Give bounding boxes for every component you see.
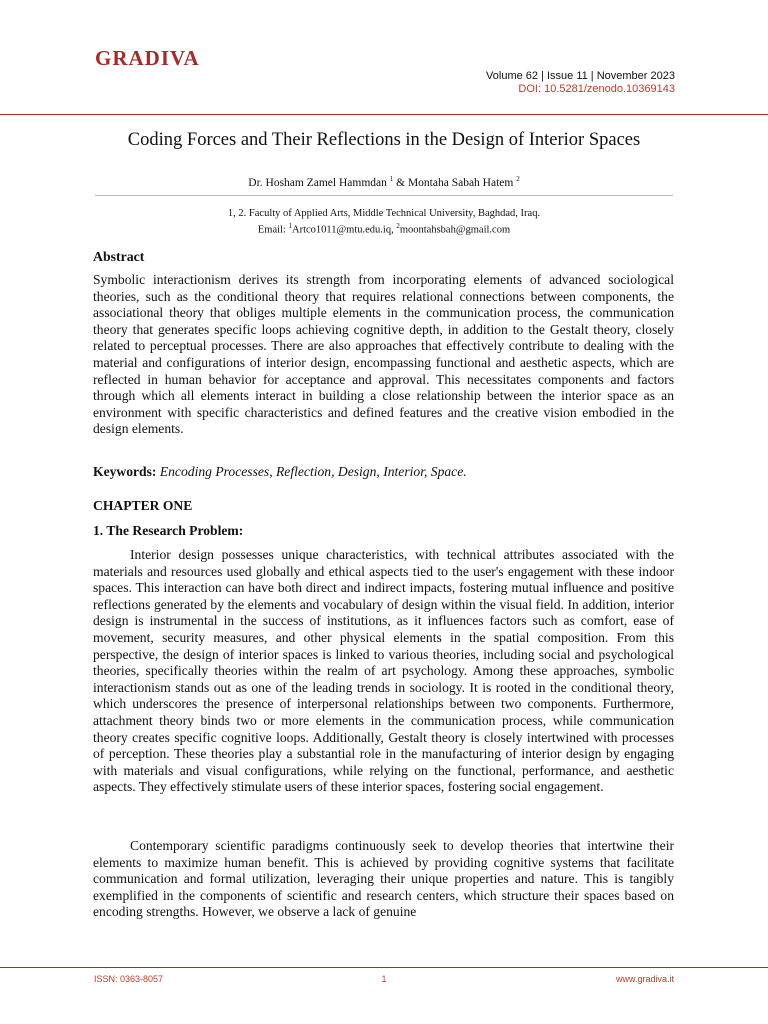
issue-metadata xyxy=(486,70,675,96)
body-paragraph: Contemporary scientific paradigms continuously seek to develop theories that intertwine their elements to maximize human benefit. This is achieved by providing cognitive systems that facilitate communication and formal utilization, leveraging their unique properties and nature. This is tangibly exemplified in the components of scientific and research centers, which structure their spaces based on encoding strengths. However, we observe a lack of genuine xyxy=(93,838,674,920)
chapter-heading: CHAPTER ONE xyxy=(93,498,193,513)
footer-website-link[interactable]: www.gradiva.it xyxy=(615,974,674,984)
article-title: Coding Forces and Their Reflections in the Design of Interior Spaces xyxy=(127,130,641,150)
affiliation-text: 1, 2. Faculty of Applied Arts, Middle Technical University, Baghdad, Iraq. xyxy=(227,208,541,219)
author-affiliation-marker: 2 xyxy=(516,175,520,183)
section-heading: 1. The Research Problem: xyxy=(93,523,244,538)
author-line xyxy=(0,175,768,189)
author-name: Dr. Hosham Zamel Hammdan xyxy=(248,176,387,189)
footer-divider xyxy=(0,967,768,968)
keywords-label: Keywords: xyxy=(93,464,157,479)
email-marker: 2 xyxy=(396,222,400,230)
email-line xyxy=(0,220,768,237)
abstract-text: Symbolic interactionism derives its strength from incorporating elements of advanced sociological theories, such as the conditional theory that requires relational connections between components, the associational theory that obliges multiple elements in the communication process, the communication theory that generates specific loops achieving cognitive depth, in addition to the Gestalt theory, closely related to perceptual processes. There are also approaches that effectively contribute to dealing with the material and configurations of interior design, encompassing functional and aesthetic aspects, which are reflected in human behavior for acceptance and approval. This necessitates components and factors through which all elements interact in building a close relationship between the interior space as an environment with specific characteristics and defined features and the creative vision embodied in the design elements. xyxy=(93,272,674,437)
author-affiliation-marker: 1 xyxy=(389,175,394,183)
body-paragraph: Interior design possesses unique characteristics, with technical attributes associated with the materials and resources used globally and ethical aspects tied to the user's engagement with these indoor spaces. This interaction can have both direct and indirect impacts, fostering mutual influence and positive reflections generated by the elements and vocabulary of design within the visual field. In addition, interior design is instrumental in the success of institutions, as it influences factors such as comfort, ease of movement, security measures, and other physical elements in the spatial composition. From this perspective, the design of interior spaces is linked to various theories, including social and psychological theories, specifically theories within the realm of art psychology. Among these approaches, symbolic interactionism stands out as one of the leading trends in sociology. It is rooted in the conditional theory, which underscores the presence of interpersonal relationships between two components. Furthermore, attachment theory binds two or more elements in the communication process, while communication theory creates specific cognitive loops. Additionally, Gestalt theory is closely intertwined with processes of perception. These theories play a substantial role in the manufacturing of interior design by engaging with materials and visual configurations, while relying on the functional, performance, and aesthetic aspects. They effectively stimulate users of these interior spaces, fostering social engagement. xyxy=(93,547,674,795)
author-name: Montaha Sabah Hatem xyxy=(407,176,514,189)
email-label: Email: xyxy=(257,224,289,236)
email-address[interactable]: Artco1011@mtu.edu.iq, xyxy=(291,224,397,236)
header-divider xyxy=(0,114,768,115)
email-marker: 1 xyxy=(288,222,292,230)
author-joiner: & xyxy=(393,176,408,189)
affiliation-block xyxy=(0,207,768,237)
author-divider xyxy=(95,195,673,196)
keywords-line xyxy=(93,464,674,481)
keywords-value: Encoding Processes, Reflection, Design, Interior, Space. xyxy=(156,464,467,479)
email-address[interactable]: moontahsbah@gmail.com xyxy=(399,224,511,236)
footer-issn: ISSN: 0363-8057 xyxy=(94,974,164,984)
doi-link[interactable]: DOI: 10.5281/zenodo.10369143 xyxy=(518,83,675,95)
volume-issue-line: Volume 62 | Issue 11 | November 2023 xyxy=(486,70,675,82)
page-number: 1 xyxy=(381,974,387,984)
journal-logo: GRADIVA xyxy=(95,46,200,70)
abstract-heading: Abstract xyxy=(93,249,145,264)
